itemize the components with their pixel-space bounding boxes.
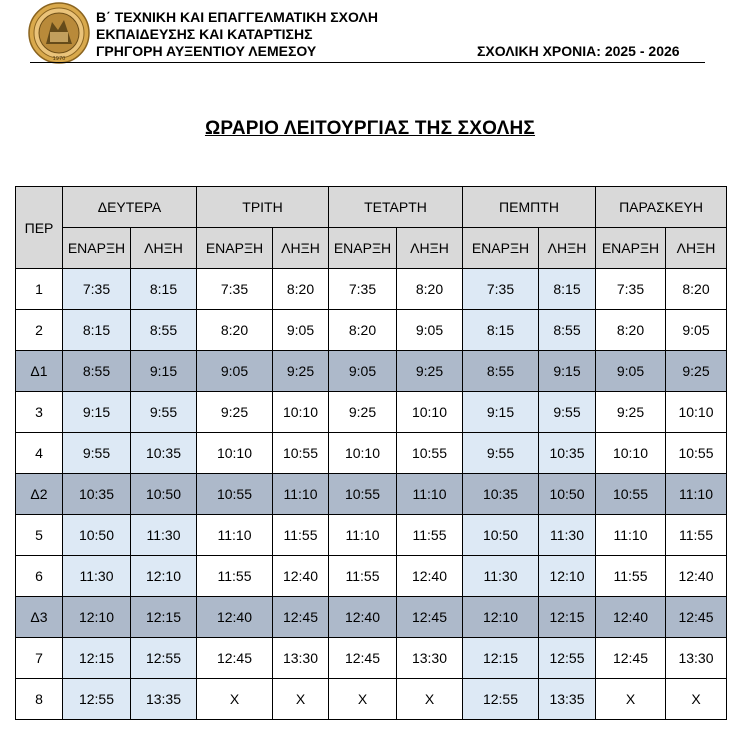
end-time-cell: 10:35 — [131, 433, 197, 474]
day-header: ΔΕΥΤΕΡΑ — [63, 187, 197, 228]
day-header: ΠΕΜΠΤΗ — [463, 187, 596, 228]
end-time-cell: 9:05 — [666, 310, 727, 351]
end-time-cell: 10:55 — [666, 433, 727, 474]
end-time-cell: 13:30 — [397, 638, 463, 679]
end-time-cell: 8:20 — [273, 269, 329, 310]
end-time-cell: 11:30 — [131, 515, 197, 556]
start-time-cell: 12:15 — [463, 638, 539, 679]
start-time-cell: 9:15 — [463, 392, 539, 433]
period-cell: 2 — [16, 310, 63, 351]
end-time-cell: Χ — [273, 679, 329, 720]
start-time-cell: 12:45 — [596, 638, 666, 679]
period-cell: Δ3 — [16, 597, 63, 638]
start-time-cell: 7:35 — [596, 269, 666, 310]
start-time-cell: 12:10 — [463, 597, 539, 638]
start-time-cell: 12:45 — [197, 638, 273, 679]
start-time-cell: 10:50 — [63, 515, 131, 556]
end-header: ΛΗΞΗ — [131, 228, 197, 269]
start-time-cell: 8:15 — [463, 310, 539, 351]
period-cell: 7 — [16, 638, 63, 679]
start-time-cell: 7:35 — [463, 269, 539, 310]
end-time-cell: 8:20 — [666, 269, 727, 310]
page-title: ΩΡΑΡΙΟ ΛΕΙΤΟΥΡΓΙΑΣ ΤΗΣ ΣΧΟΛΗΣ — [204, 118, 536, 139]
period-row — [16, 310, 727, 351]
end-time-cell: 10:10 — [273, 392, 329, 433]
period-cell: 3 — [16, 392, 63, 433]
start-time-cell: 9:05 — [596, 351, 666, 392]
school-name — [96, 9, 378, 60]
start-time-cell: 10:35 — [63, 474, 131, 515]
start-time-cell: 12:10 — [63, 597, 131, 638]
end-time-cell: 9:55 — [131, 392, 197, 433]
end-time-cell: 11:55 — [397, 515, 463, 556]
start-time-cell: 10:50 — [463, 515, 539, 556]
period-row — [16, 679, 727, 720]
end-time-cell: 12:40 — [397, 556, 463, 597]
start-time-cell: 9:05 — [197, 351, 273, 392]
start-time-cell: 9:05 — [329, 351, 397, 392]
end-time-cell: Χ — [666, 679, 727, 720]
start-header: ΕΝΑΡΞΗ — [463, 228, 539, 269]
end-time-cell: 13:35 — [539, 679, 596, 720]
end-time-cell: 11:10 — [666, 474, 727, 515]
start-time-cell: 7:35 — [197, 269, 273, 310]
start-time-cell: 11:30 — [63, 556, 131, 597]
start-time-cell: 8:20 — [596, 310, 666, 351]
end-time-cell: 9:25 — [273, 351, 329, 392]
start-time-cell: 8:20 — [197, 310, 273, 351]
end-time-cell: 9:25 — [666, 351, 727, 392]
end-time-cell: 10:55 — [397, 433, 463, 474]
start-time-cell: 9:25 — [197, 392, 273, 433]
period-row — [16, 556, 727, 597]
start-time-cell: 10:10 — [197, 433, 273, 474]
end-time-cell: 9:15 — [131, 351, 197, 392]
end-time-cell: 12:15 — [539, 597, 596, 638]
start-time-cell: 8:20 — [329, 310, 397, 351]
start-time-cell: 10:10 — [329, 433, 397, 474]
break-row — [16, 474, 727, 515]
school-logo — [28, 2, 90, 64]
end-time-cell: 12:40 — [666, 556, 727, 597]
end-time-cell: 8:15 — [539, 269, 596, 310]
start-time-cell: 8:55 — [63, 351, 131, 392]
end-time-cell: 12:10 — [131, 556, 197, 597]
start-header: ΕΝΑΡΞΗ — [63, 228, 131, 269]
school-name-line-2: ΕΚΠΑΙΔΕΥΣΗΣ ΚΑΙ ΚΑΤΑΡΤΙΣΗΣ — [96, 26, 313, 42]
end-time-cell: 10:35 — [539, 433, 596, 474]
end-time-cell: 13:30 — [273, 638, 329, 679]
period-cell: 4 — [16, 433, 63, 474]
start-time-cell: 7:35 — [63, 269, 131, 310]
end-time-cell: 10:10 — [397, 392, 463, 433]
end-time-cell: 11:55 — [273, 515, 329, 556]
end-time-cell: 11:55 — [666, 515, 727, 556]
break-row — [16, 351, 727, 392]
end-time-cell: 11:10 — [397, 474, 463, 515]
start-header: ΕΝΑΡΞΗ — [596, 228, 666, 269]
period-row — [16, 392, 727, 433]
end-time-cell: 12:55 — [131, 638, 197, 679]
start-time-cell: Χ — [329, 679, 397, 720]
end-time-cell: 8:55 — [539, 310, 596, 351]
end-header: ΛΗΞΗ — [273, 228, 329, 269]
period-cell: 6 — [16, 556, 63, 597]
start-time-cell: 8:55 — [463, 351, 539, 392]
end-time-cell: 10:50 — [131, 474, 197, 515]
end-time-cell: 9:25 — [397, 351, 463, 392]
start-time-cell: 11:10 — [197, 515, 273, 556]
period-header: ΠΕΡ — [16, 187, 63, 269]
break-row — [16, 597, 727, 638]
start-time-cell: 11:55 — [596, 556, 666, 597]
end-header: ΛΗΞΗ — [539, 228, 596, 269]
start-time-cell: 12:40 — [197, 597, 273, 638]
schedule-table — [15, 186, 727, 720]
end-time-cell: 9:05 — [397, 310, 463, 351]
start-time-cell: 8:15 — [63, 310, 131, 351]
start-header: ΕΝΑΡΞΗ — [329, 228, 397, 269]
logo-year: 1970 — [52, 56, 66, 62]
period-row — [16, 433, 727, 474]
period-row — [16, 515, 727, 556]
start-time-cell: 9:55 — [463, 433, 539, 474]
period-cell: Δ1 — [16, 351, 63, 392]
start-time-cell: 12:55 — [463, 679, 539, 720]
start-time-cell: 12:45 — [329, 638, 397, 679]
period-row — [16, 269, 727, 310]
start-time-cell: 9:15 — [63, 392, 131, 433]
end-time-cell: 8:15 — [131, 269, 197, 310]
period-cell: Δ2 — [16, 474, 63, 515]
period-row — [16, 638, 727, 679]
start-time-cell: 10:55 — [329, 474, 397, 515]
start-time-cell: 11:30 — [463, 556, 539, 597]
start-time-cell: 11:55 — [197, 556, 273, 597]
end-time-cell: 12:40 — [273, 556, 329, 597]
start-time-cell: 9:25 — [596, 392, 666, 433]
end-time-cell: 9:05 — [273, 310, 329, 351]
start-time-cell: 11:55 — [329, 556, 397, 597]
start-time-cell: 9:25 — [329, 392, 397, 433]
period-cell: 5 — [16, 515, 63, 556]
day-header: ΤΡΙΤΗ — [197, 187, 329, 228]
start-time-cell: 11:10 — [596, 515, 666, 556]
end-time-cell: 10:50 — [539, 474, 596, 515]
end-header: ΛΗΞΗ — [397, 228, 463, 269]
end-time-cell: 12:45 — [397, 597, 463, 638]
school-name-line-1: Β΄ ΤΕΧΝΙΚΗ ΚΑΙ ΕΠΑΓΓΕΛΜΑΤΙΚΗ ΣΧΟΛΗ — [96, 9, 378, 25]
header-divider — [30, 62, 705, 63]
start-time-cell: 12:15 — [63, 638, 131, 679]
start-time-cell: 7:35 — [329, 269, 397, 310]
start-time-cell: 12:55 — [63, 679, 131, 720]
end-time-cell: 12:45 — [666, 597, 727, 638]
end-time-cell: 11:10 — [273, 474, 329, 515]
end-header: ΛΗΞΗ — [666, 228, 727, 269]
end-time-cell: Χ — [397, 679, 463, 720]
end-time-cell: 9:55 — [539, 392, 596, 433]
end-time-cell: 12:45 — [273, 597, 329, 638]
start-time-cell: 11:10 — [329, 515, 397, 556]
start-header: ΕΝΑΡΞΗ — [197, 228, 273, 269]
end-time-cell: 8:20 — [397, 269, 463, 310]
end-time-cell: 10:55 — [273, 433, 329, 474]
start-time-cell: 10:10 — [596, 433, 666, 474]
start-time-cell: Χ — [197, 679, 273, 720]
start-time-cell: 12:40 — [329, 597, 397, 638]
end-time-cell: 12:10 — [539, 556, 596, 597]
school-name-line-3: ΓΡΗΓΟΡΗ ΑΥΞΕΝΤΙΟΥ ΛΕΜΕΣΟΥ — [96, 43, 317, 59]
start-time-cell: Χ — [596, 679, 666, 720]
end-time-cell: 9:15 — [539, 351, 596, 392]
start-time-cell: 10:55 — [596, 474, 666, 515]
end-time-cell: 10:10 — [666, 392, 727, 433]
period-cell: 8 — [16, 679, 63, 720]
start-time-cell: 12:40 — [596, 597, 666, 638]
end-time-cell: 13:30 — [666, 638, 727, 679]
school-year: ΣΧΟΛΙΚΗ ΧΡΟΝΙΑ: 2025 - 2026 — [477, 43, 680, 59]
end-time-cell: 12:55 — [539, 638, 596, 679]
period-cell: 1 — [16, 269, 63, 310]
end-time-cell: 11:30 — [539, 515, 596, 556]
end-time-cell: 8:55 — [131, 310, 197, 351]
end-time-cell: 12:15 — [131, 597, 197, 638]
start-time-cell: 10:55 — [197, 474, 273, 515]
start-time-cell: 10:35 — [463, 474, 539, 515]
end-time-cell: 13:35 — [131, 679, 197, 720]
day-header: ΠΑΡΑΣΚΕΥΗ — [596, 187, 727, 228]
start-time-cell: 9:55 — [63, 433, 131, 474]
day-header: ΤΕΤΑΡΤΗ — [329, 187, 463, 228]
